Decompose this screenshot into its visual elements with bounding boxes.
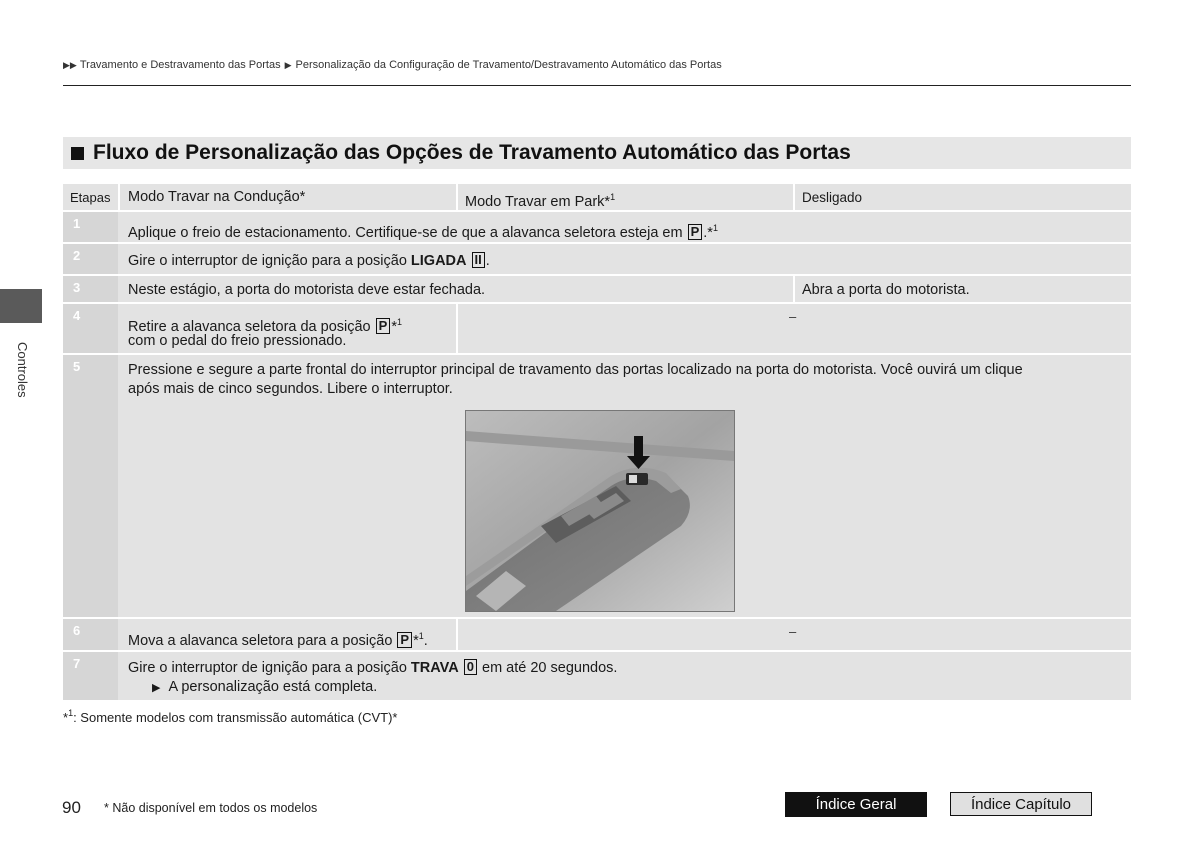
ignition-on-icon: II: [472, 252, 485, 268]
chapter-tab[interactable]: [0, 289, 42, 323]
step-number: 5: [63, 355, 118, 617]
chapter-index-button[interactable]: Índice Capítulo: [950, 792, 1092, 816]
breadcrumb-item[interactable]: Travamento e Destravamento das Portas: [79, 59, 281, 71]
step-text-line2: após mais de cinco segundos. Libere o interruptor.: [128, 381, 453, 397]
table-row: [63, 276, 1131, 302]
step-number: 6: [63, 619, 118, 650]
step-number: 7: [63, 652, 118, 700]
section-title-text: Fluxo de Personalização das Opções de Travamento Automático das Portas: [93, 141, 851, 164]
double-arrow-icon: ▶▶: [63, 60, 77, 70]
header-mode-driving: Modo Travar na Condução*: [128, 189, 306, 205]
step-number: 2: [63, 244, 118, 274]
breadcrumb: [63, 59, 722, 71]
shift-p-icon: P: [688, 224, 703, 240]
footnote: *$^1$: Somente modelos com transmissão automática (CVT)*: [63, 708, 398, 725]
table-row: [63, 212, 1131, 242]
door-switch-photo: [465, 410, 735, 612]
step-text: Pressione e segure a parte frontal do interruptor principal de travamento das portas localizado na porta do motorista. Você ouvirá um clique: [128, 362, 1023, 378]
step-text: Neste estágio, a porta do motorista deve estar fechada.: [128, 282, 486, 298]
square-bullet-icon: [71, 147, 84, 160]
section-title: [63, 137, 1131, 169]
ignition-lock-icon: 0: [464, 659, 477, 675]
step-text: Gire o interruptor de ignição para a posição LIGADA II .: [128, 252, 490, 269]
table-row: [63, 304, 1131, 353]
divider: [63, 85, 1131, 86]
step-number: 1: [63, 212, 118, 242]
step-number: 3: [63, 276, 118, 302]
chapter-label: Controles: [15, 342, 30, 398]
shift-p-icon: P: [397, 632, 412, 648]
not-applicable: –: [789, 309, 797, 324]
step-text-line2: com o pedal do freio pressionado.: [128, 333, 347, 349]
arrow-icon: ▶: [284, 60, 292, 70]
table-row: [63, 652, 1131, 700]
step-text: Aplique o freio de estacionamento. Certifique-se de que a alavanca seletora esteja em P .*$^1$: [128, 223, 718, 241]
step-text: Gire o interruptor de ignição para a posição TRAVA 0 em até 20 segundos.: [128, 659, 618, 676]
header-off: Desligado: [802, 190, 863, 205]
page-number: 90: [62, 798, 81, 817]
general-index-button[interactable]: Índice Geral: [785, 792, 927, 817]
step-text-off: Abra a porta do motorista.: [802, 282, 970, 298]
not-applicable: –: [789, 624, 797, 639]
shift-p-icon: P: [376, 318, 391, 334]
arrow-icon: ▶: [152, 682, 161, 694]
header-mode-park: Modo Travar em Park*$^1$: [465, 192, 616, 210]
header-etapas: Etapas: [70, 190, 111, 205]
availability-note: * Não disponível em todos os modelos: [104, 801, 318, 815]
table-row: [63, 619, 1131, 650]
step-text: Retire a alavanca seletora da posição P *$^1$: [128, 317, 402, 335]
step-number: 4: [63, 304, 118, 353]
table-row: [63, 244, 1131, 274]
breadcrumb-item[interactable]: Personalização da Configuração de Travamento/Destravamento Automático das Portas: [295, 59, 722, 71]
step-text: Mova a alavanca seletora para a posição P *$^1$.: [128, 631, 428, 649]
table-header: [63, 184, 1131, 210]
step-result: ▶ A personalização está completa.: [152, 679, 378, 695]
